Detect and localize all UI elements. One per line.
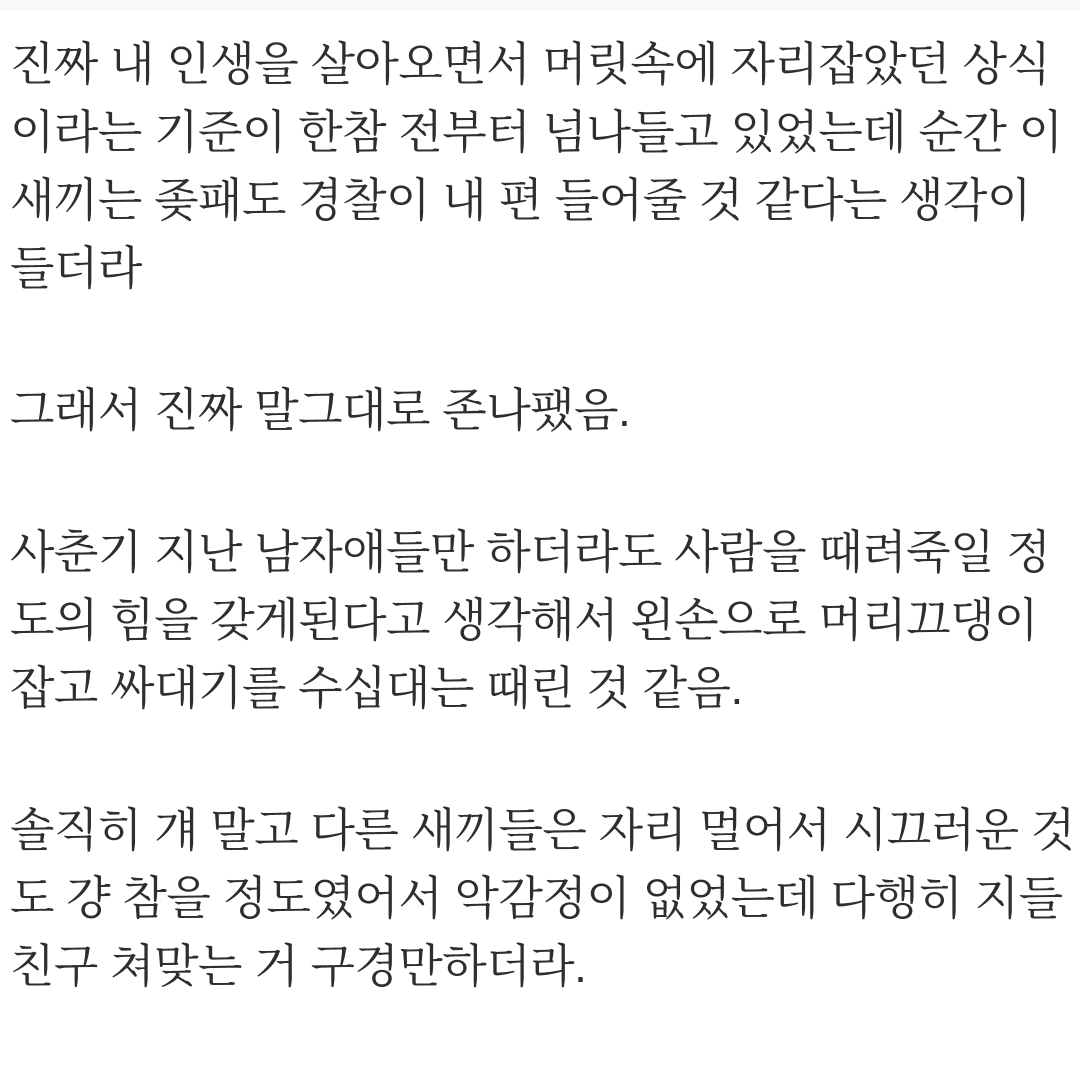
paragraph	[10, 796, 1075, 1000]
text-line: 사춘기 지난 남자애들만 하더라도 사람을 때려죽일 정	[10, 526, 1051, 578]
top-edge-band	[0, 0, 1080, 10]
text-line: 도의 힘을 갖게된다고 생각해서 왼손으로 머리끄댕이	[10, 594, 1038, 646]
text-line: 솔직히 걔 말고 다른 새끼들은 자리 멀어서 시끄러운 것	[10, 804, 1075, 856]
text-line: 진짜 내 인생을 살아오면서 머릿속에 자리잡았던 상식	[10, 38, 1051, 90]
text-line: 새끼는 좆패도 경찰이 내 편 들어줄 것 같다는 생각이	[10, 174, 1031, 226]
text-line: 친구 쳐맞는 거 구경만하더라.	[10, 940, 587, 992]
paragraph	[10, 30, 1066, 302]
text-line: 잡고 싸대기를 수십대는 때린 것 같음.	[10, 662, 743, 714]
paragraph	[10, 376, 1066, 444]
text-line: 도 걍 참을 정도였어서 악감정이 없었는데 다행히 지들	[10, 872, 1063, 924]
paragraph	[10, 518, 1066, 722]
text-line: 그래서 진짜 말그대로 존나팼음.	[10, 384, 631, 436]
post-text	[0, 10, 1080, 1000]
text-line: 이라는 기준이 한참 전부터 넘나들고 있었는데 순간 이	[10, 106, 1063, 158]
text-line: 들더라	[10, 242, 142, 294]
